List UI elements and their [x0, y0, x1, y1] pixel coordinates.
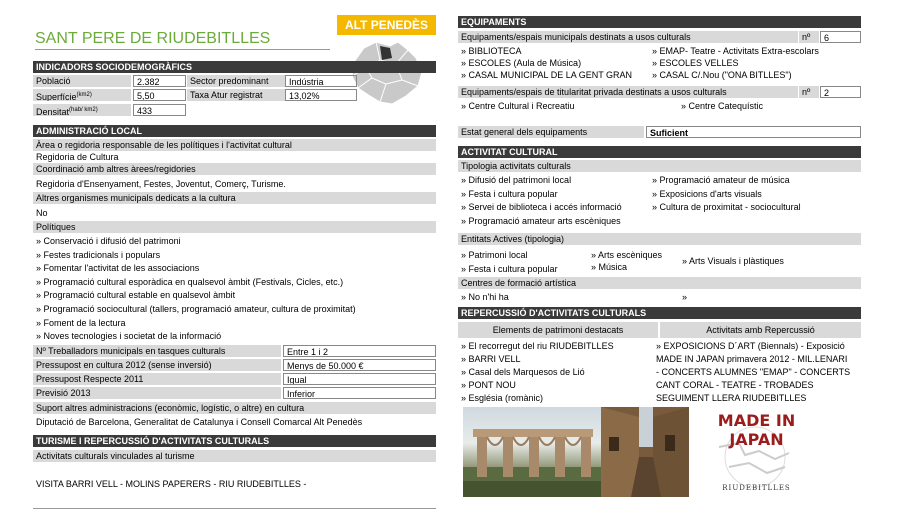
activitats-line: SEGUIMENT LLERA RIUDEBITLLES [656, 393, 807, 403]
list-item: » Noves tecnologies i societat de la informació [36, 330, 436, 344]
turisme-section [33, 435, 436, 509]
privada-num: 2 [820, 86, 861, 98]
list-item: » Festa i cultura popular [461, 263, 591, 277]
superficie-value: 5,50 [133, 89, 186, 101]
activitats-line: » EXPOSICIONS D´ART (Biennals) - Exposició [656, 341, 845, 351]
list-item: » Festa i cultura popular [461, 188, 656, 202]
list-item: » Servei de biblioteca i accés informació [461, 201, 656, 215]
list-item: » Centre Cultural i Recreatiu [461, 100, 671, 112]
list-item: » Programació sociocultural (tallers, programació amateur, cultura de proximitat) [36, 303, 436, 317]
admin-section [33, 125, 436, 344]
privada-right-list [681, 100, 861, 112]
press-value: Menys de 50.000 € [283, 359, 436, 371]
list-item: » CASAL C/.Nou ("ONA BITLLES") [652, 69, 860, 81]
list-item: » Casal dels Marquesos de Lió [461, 366, 653, 379]
poster-subtitle: RIUDEBITLLES [722, 484, 791, 492]
formacio-label: Centres de formació artística [458, 277, 861, 289]
list-item: » Patrimoni local [461, 249, 591, 263]
num-label: nº [799, 86, 819, 98]
atur-label: Taxa Atur registrat [187, 89, 285, 101]
entitats-col3 [682, 255, 832, 267]
list-item: » El recorregut del riu RIUDEBITLLES [461, 340, 653, 353]
entitats-col2 [591, 249, 676, 273]
region-badge: ALT PENEDÈS [337, 15, 436, 35]
suport-label: Suport altres administracions (econòmic, logístic, o altre) en cultura [33, 402, 436, 414]
sector-label: Sector predominant [187, 75, 285, 87]
politiques-label: Polítiques [33, 221, 436, 233]
page-title: SANT PERE DE RIUDEBITLLES [35, 30, 271, 47]
poblacio-value: 2.382 [133, 75, 186, 87]
atur-value: 13,02% [285, 89, 357, 101]
privada-label: Equipaments/espais de titularitat privada destinats a usos culturals [458, 86, 798, 98]
turisme-value: VISITA BARRI VELL - MOLINS PAPERERS - RIU RIUDEBITLLES - [36, 479, 307, 489]
densitat-label: Densitat$^{(hab/ km2)}$ [33, 104, 131, 116]
politiques-list [33, 235, 436, 344]
indicators-table [33, 75, 358, 120]
list-item: » No n'hi ha [461, 291, 661, 303]
respecte-label: Pressupost Respecte 2011 [33, 373, 281, 385]
list-item: » Difusió del patrimoni local [461, 174, 656, 188]
list-item: » Església (romànic) [461, 392, 653, 405]
indicators-header: INDICADORS SOCIODEMOGRÀFICS [33, 61, 436, 73]
municipals-label: Equipaments/espais municipals destinats a usos culturals [458, 31, 798, 43]
num-label: nº [799, 31, 819, 43]
activitat-section [458, 146, 861, 172]
altres-value: No [36, 208, 48, 218]
municipals-num: 6 [820, 31, 861, 43]
area-value: Regidoria de Cultura [36, 152, 119, 162]
respecte-value: Igual [283, 373, 436, 385]
estat-label: Estat general dels equipaments [458, 126, 644, 138]
repercussio-header: REPERCUSSIÓ D'ACTIVITATS CULTURALS [458, 307, 861, 319]
activitats-list [656, 340, 861, 405]
aqueduct-photo [463, 407, 601, 497]
entitats-label: Entitats Actives (tipologia) [458, 233, 861, 245]
list-item: » Programació amateur de música [652, 174, 860, 188]
tipologia-label: Tipologia activitats culturals [458, 160, 861, 172]
municipals-right-list [652, 45, 860, 81]
repercussio-section [458, 307, 861, 319]
list-item: » Fomentar l'activitat de les associacions [36, 262, 436, 276]
budget-table [33, 345, 436, 401]
list-item: » Festes tradicionals i populars [36, 249, 436, 263]
densitat-value: 433 [133, 104, 186, 116]
street-photo [601, 407, 689, 497]
activitat-header: ACTIVITAT CULTURAL [458, 146, 861, 158]
list-item: » ESCOLES (Aula de Música) [461, 57, 651, 69]
list-item: » BIBLIOTECA [461, 45, 651, 57]
municipals-left-list [461, 45, 651, 81]
list-item: » Música [591, 261, 676, 273]
admin-header: ADMINISTRACIÓ LOCAL [33, 125, 436, 137]
altres-label: Altres organismes municipals dedicats a la cultura [33, 192, 436, 204]
coord-label: Coordinació amb altres àrees/regidories [33, 163, 436, 175]
equip-header: EQUIPAMENTS [458, 16, 861, 28]
list-item: » Programació cultural esporàdica en qualsevol àmbit (Festivals, Cicles, etc.) [36, 276, 436, 290]
area-label: Àrea o regidoria responsable de les polítiques i l'activitat cultural [33, 139, 436, 151]
list-item: » Foment de la lectura [36, 317, 436, 331]
list-item: » ESCOLES VELLES [652, 57, 860, 69]
turisme-label: Activitats culturals vinculades al turisme [33, 450, 436, 462]
list-item: » BARRI VELL [461, 353, 653, 366]
coord-value: Regidoria d'Ensenyament, Festes, Joventut, Comerç, Turisme. [36, 179, 286, 189]
list-item: » Conservació i difusió del patrimoni [36, 235, 436, 249]
made-in-japan-poster [689, 407, 824, 497]
poblacio-label: Població [33, 75, 131, 87]
sector-value: Indústria [285, 75, 357, 87]
superficie-label: Superfície$^{(km2)}$ [33, 89, 131, 101]
activitats-line: MADE IN JAPAN primavera 2012 - MIL.LENARI [656, 354, 848, 364]
list-item: » Arts escèniques [591, 249, 676, 261]
list-item: » EMAP- Teatre - Activitats Extra-escolars [652, 45, 860, 57]
tipologia-left-list [461, 174, 656, 228]
col1-header: Elements de patrimoni destacats [458, 322, 658, 338]
poster-title: MADE IN JAPAN [717, 411, 796, 449]
estat-value: Suficient [646, 126, 861, 138]
treb-label: Nº Treballadors municipals en tasques culturals [33, 345, 281, 357]
equip-section [458, 16, 861, 28]
formacio-list [461, 291, 661, 303]
list-item: » Cultura de proximitat - sociocultural [652, 201, 860, 215]
elements-list [461, 340, 653, 405]
previsio-value: Inferior [283, 387, 436, 399]
previsio-label: Previsió 2013 [33, 387, 281, 399]
list-item: » Arts Visuals i plàstiques [682, 255, 832, 267]
press-label: Pressupost en cultura 2012 (sense inversió) [33, 359, 281, 371]
treb-value: Entre 1 i 2 [283, 345, 436, 357]
tipologia-right-list [652, 174, 860, 215]
list-item: » Programació cultural estable en qualsevol àmbit [36, 289, 436, 303]
suport-value: Diputació de Barcelona, Generalitat de Catalunya i Consell Comarcal Alt Penedès [36, 417, 363, 427]
title-underline [35, 49, 330, 50]
activitats-line: CANT CORAL - TEATRE - TROBADES [656, 380, 814, 390]
list-item: » PONT NOU [461, 379, 653, 392]
activitats-line: - CONCERTS ALUMNES "EMAP" - CONCERTS [656, 367, 851, 377]
formacio-empty-bullet: » [682, 292, 688, 302]
list-item: » CASAL MUNICIPAL DE LA GENT GRAN [461, 69, 651, 81]
turisme-header: TURISME I REPERCUSSIÓ D'ACTIVITATS CULTURALS [33, 435, 436, 447]
col2-header: Activitats amb Repercussió [660, 322, 861, 338]
list-item: » Centre Catequístic [681, 100, 861, 112]
region-map [346, 38, 428, 110]
entitats-col1 [461, 249, 591, 276]
privada-left-list [461, 100, 671, 112]
list-item: » Programació amateur arts escèniques [461, 215, 656, 229]
list-item: » Exposicions d'arts visuals [652, 188, 860, 202]
